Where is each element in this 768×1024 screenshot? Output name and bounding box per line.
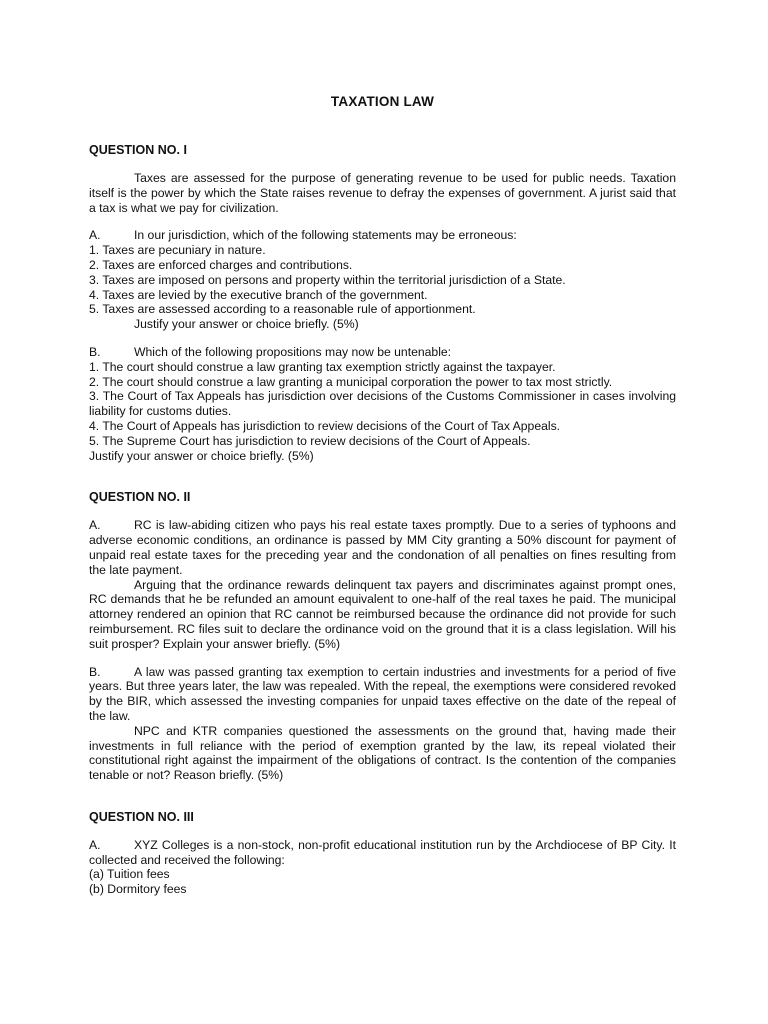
question-2-b-paragraph-2: NPC and KTR companies questioned the assessments on the ground that, having made their investments in full reliance with the period of exemption granted by the law, its repeal violated their constitutional right against the impairment of the obligations of contract. Is the contention of the companies tenable or not? Reason briefly. (5%) — [89, 723, 676, 783]
list-item: 3. Taxes are imposed on persons and property within the territorial jurisdiction of a State. — [89, 272, 566, 287]
question-1-b-prompt — [89, 345, 676, 360]
prompt-text: Which of the following propositions may now be untenable: — [134, 344, 452, 359]
paragraph-text: RC is law-abiding citizen who pays his real estate taxes promptly. Due to a series of typhoons and adverse economic conditions, an ordinance is passed by MM City granting a 50% discount for payment of unpaid real estate taxes for the preceding year and the condonation of all penalties on fines resulting from the late payment. — [89, 518, 676, 577]
item-label: B. — [89, 664, 101, 679]
page-title: TAXATION LAW — [330, 94, 435, 109]
question-2-b-paragraph-1 — [89, 665, 676, 724]
question-1-a-prompt — [89, 228, 676, 243]
list-item: 4. Taxes are levied by the executive branch of the government. — [89, 287, 428, 302]
paragraph-text: XYZ Colleges is a non-stock, non-profit educational institution run by the Archdiocese of BP City. It collected and received the following: — [89, 837, 676, 867]
list-item: 1. Taxes are pecuniary in nature. — [89, 243, 266, 258]
justify-line: Justify your answer or choice briefly. (5%) — [134, 317, 359, 332]
item-label: A. — [89, 228, 101, 243]
list-item: (b) Dormitory fees — [89, 882, 187, 897]
list-item: 5. The Supreme Court has jurisdiction to review decisions of the Court of Appeals. — [89, 433, 531, 448]
list-item: 2. The court should construe a law granting a municipal corporation the power to tax most strictly. — [89, 374, 613, 389]
question-1-intro: Taxes are assessed for the purpose of generating revenue to be used for public needs. Taxation itself is the power by which the State raises revenue to defray the expenses of government. A jurist said that a tax is what we pay for civilization. — [89, 171, 676, 215]
question-2-a-paragraph-1 — [89, 518, 676, 577]
list-item: 3. The Court of Tax Appeals has jurisdiction over decisions of the Customs Commissioner in cases involving liability for customs duties. — [89, 389, 676, 419]
justify-line: Justify your answer or choice briefly. (5%) — [89, 448, 314, 463]
question-2-a-paragraph-2: Arguing that the ordinance rewards delinquent tax payers and discriminates against prompt ones, RC demands that he be refunded an amount equivalent to one-half of the real taxes he paid. The municipal attorney rendered an opinion that RC cannot be reimbursed because the ordinance did not provide for such reimbursement. RC files suit to declare the ordinance void on the ground that it is a class legislation. Will his suit prosper? Explain your answer briefly. (5%) — [89, 577, 676, 651]
list-item: 4. The Court of Appeals has jurisdiction to review decisions of the Court of Tax Appeals. — [89, 418, 561, 433]
item-label: A. — [89, 837, 101, 852]
item-label: A. — [89, 518, 101, 533]
question-3-heading: QUESTION NO. III — [89, 809, 194, 824]
paragraph-text: A law was passed granting tax exemption to certain industries and investments for a period of five years. But three years later, the law was repealed. With the repeal, the exemptions were considered revoked by the BIR, which assessed the investing companies for unpaid taxes effective on the date of the repeal of the law. — [89, 664, 676, 723]
question-2-heading: QUESTION NO. II — [89, 490, 191, 505]
list-item: (a) Tuition fees — [89, 867, 170, 882]
list-item: 2. Taxes are enforced charges and contributions. — [89, 257, 353, 272]
item-label: B. — [89, 344, 101, 359]
list-item: 1. The court should construe a law granting tax exemption strictly against the taxpayer. — [89, 359, 556, 374]
question-3-a-paragraph-1 — [89, 838, 676, 868]
prompt-text: In our jurisdiction, which of the following statements may be erroneous: — [134, 228, 517, 243]
list-item: 5. Taxes are assessed according to a reasonable rule of apportionment. — [89, 302, 476, 317]
question-1-heading: QUESTION NO. I — [89, 143, 187, 157]
